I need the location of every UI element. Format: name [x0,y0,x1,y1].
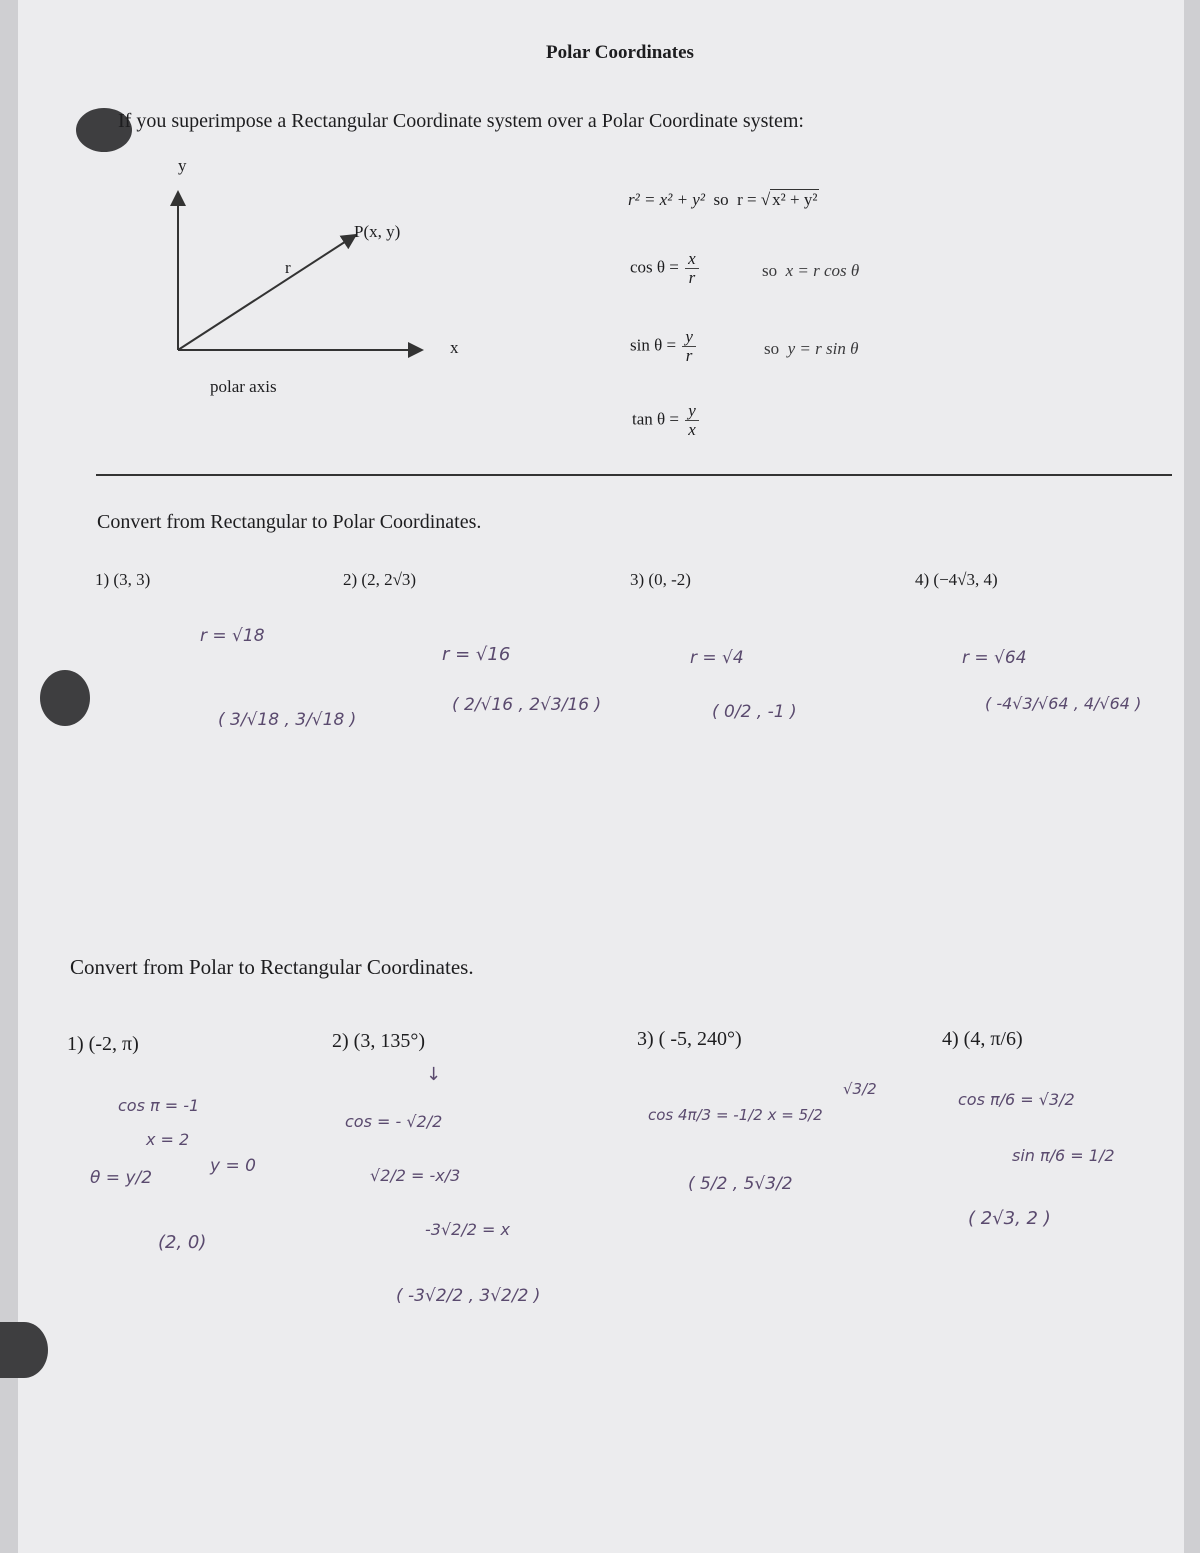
formula-cos: cos θ = $\frac{x}{r}$ [630,250,701,287]
work-p3-line1: cos 4π/3 = -1/2 x = 5/2 [648,1106,823,1124]
formula-r-squared: r² = x² + y² so r = √ x² + y² [628,190,818,209]
polar-problem-3: 3) ( -5, 240°) [637,1028,742,1050]
work-p4-answer: ( 2√3, 2 ) [968,1208,1051,1229]
y-axis-label: y [178,156,187,175]
formula-tan: tan θ = $\frac{y}{x}$ [632,402,701,439]
polar-problem-1: 1) (-2, π) [67,1033,139,1055]
rect-problem-2: 2) (2, 2√3) [343,570,417,589]
rect-problem-1: 1) (3, 3) [95,570,151,589]
rect-problem-4: 4) (−4√3, 4) [915,570,998,589]
r-label: r [285,258,291,277]
coordinate-diagram [150,180,470,380]
work-r3-radius: r = √4 [690,648,744,668]
work-p1-line3: θ = y/2 [90,1168,153,1188]
work-p1-answer: (2, 0) [158,1232,207,1253]
polar-problem-4: 4) (4, π/6) [942,1028,1023,1050]
section2-heading: Convert from Polar to Rectangular Coordinates. [70,955,474,979]
work-p4-line2: sin π/6 = 1/2 [1012,1146,1115,1165]
work-r4-radius: r = √64 [962,648,1027,668]
work-p2-line3: -3√2/2 = x [425,1220,510,1239]
work-p3-answer: ( 5/2 , 5√3/2 [688,1174,793,1194]
work-r4-pair: ( -4√3/√64 , 4/√64 ) [985,694,1142,713]
radius-line [178,236,354,350]
work-r2-radius: r = √16 [442,644,511,665]
work-p1-line3b: y = 0 [210,1156,256,1176]
work-p2-line1: cos = - √2/2 [345,1112,443,1131]
formula-cos-result: so x = r cos θ [762,261,860,280]
work-r3-pair: ( 0/2 , -1 ) [712,702,797,722]
polar-problem-2: 2) (3, 135°) [332,1030,425,1052]
x-axis-label: x [450,338,459,357]
punch-hole-bottom [0,1322,48,1378]
work-r2-pair: ( 2/√16 , 2√3/16 ) [452,695,602,715]
formula-sin: sin θ = $\frac{y}{r}$ [630,328,698,365]
work-p2-answer: ( -3√2/2 , 3√2/2 ) [396,1286,541,1306]
work-p2-line2: √2/2 = -x/3 [370,1166,461,1185]
page-title: Polar Coordinates [546,42,694,63]
point-label: P(x, y) [354,222,401,241]
work-r1-pair: ( 3/√18 , 3/√18 ) [218,710,357,730]
section-divider [96,474,1172,476]
intro-text: If you superimpose a Rectangular Coordinate system over a Polar Coordinate system: [118,110,804,132]
work-r1-radius: r = √18 [200,626,265,646]
work-p1-line2: x = 2 [146,1130,190,1149]
work-p2-arrow: ↓ [426,1064,442,1085]
polar-axis-caption: polar axis [210,377,277,396]
work-p3-side: √3/2 [843,1080,877,1098]
formula-sin-result: so y = r sin θ [764,339,859,358]
work-p1-line1: cos π = -1 [118,1096,200,1115]
work-p4-line1: cos π/6 = √3/2 [958,1090,1075,1109]
section1-heading: Convert from Rectangular to Polar Coordinates. [97,511,482,533]
rect-problem-3: 3) (0, -2) [630,570,691,589]
punch-hole-middle [40,670,90,726]
